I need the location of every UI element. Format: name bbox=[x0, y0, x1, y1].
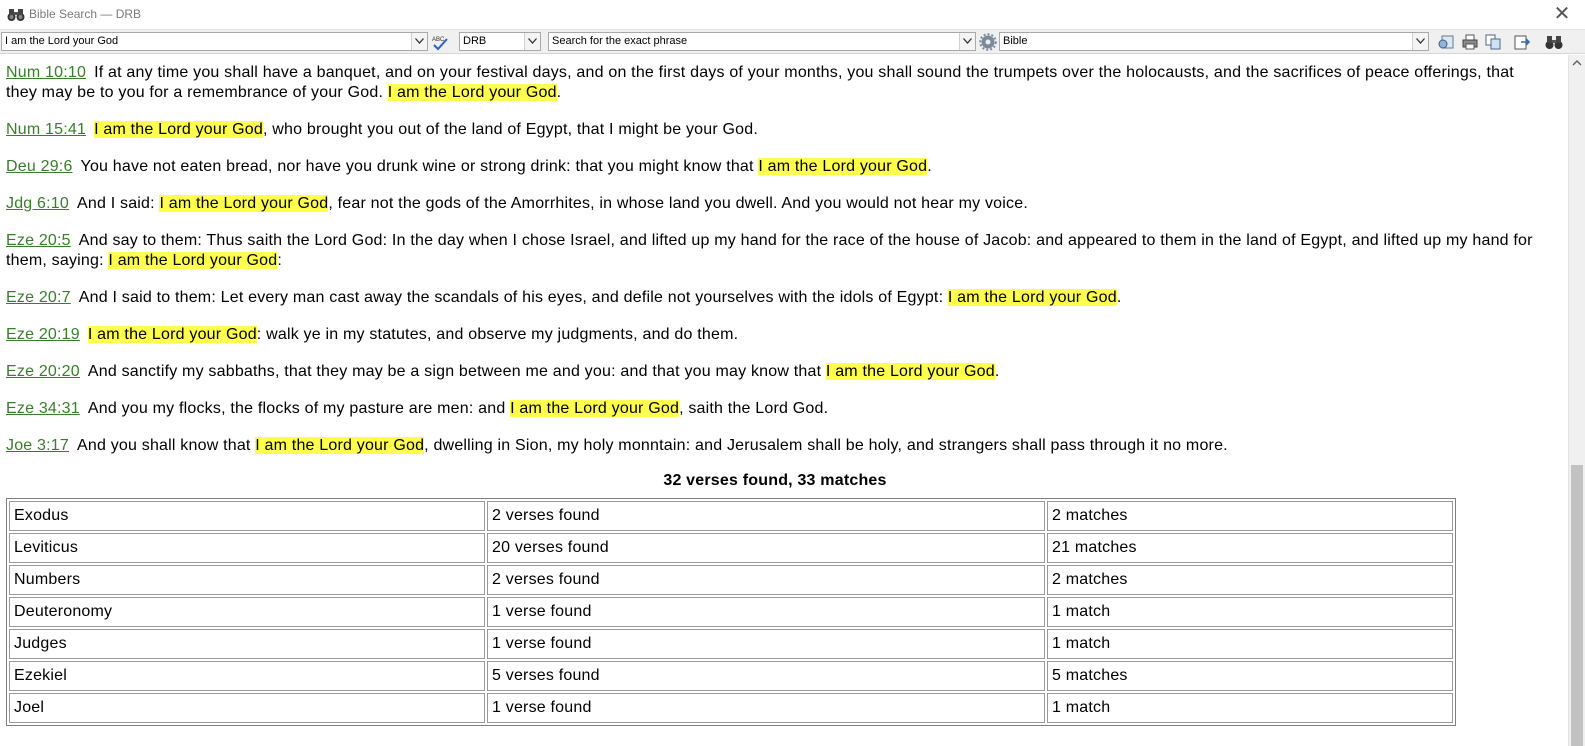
binoculars-icon[interactable] bbox=[1545, 33, 1563, 51]
search-phrase-value: I am the Lord your God bbox=[5, 35, 119, 47]
chevron-down-icon bbox=[963, 38, 972, 44]
verses-found-cell: 5 verses found bbox=[487, 661, 1045, 691]
verse-reference-link[interactable]: Deu 29:6 bbox=[6, 158, 73, 175]
table-row bbox=[9, 533, 1453, 563]
version-combo[interactable] bbox=[459, 32, 541, 51]
verse-reference-link[interactable]: Eze 20:7 bbox=[6, 289, 71, 306]
verse-text: And I said to them: Let every man cast away the scandals of his eyes, and defile not yourselves with the idols of Egypt: bbox=[78, 289, 948, 306]
book-cell: Joel bbox=[9, 693, 485, 723]
table-row bbox=[9, 693, 1453, 723]
version-value: DRB bbox=[463, 35, 487, 47]
verse-text: , who brought you out of the land of Egypt, that I might be your God. bbox=[263, 121, 759, 138]
version-dropdown-button[interactable] bbox=[524, 33, 540, 50]
verses-found-cell: 1 verse found bbox=[487, 629, 1045, 659]
search-mode-combo[interactable] bbox=[548, 32, 976, 51]
verse-reference-link[interactable]: Num 15:41 bbox=[6, 121, 87, 138]
toolbar bbox=[0, 30, 1585, 54]
search-results-icon[interactable] bbox=[1437, 33, 1455, 51]
verse-item bbox=[6, 325, 1544, 345]
verse-match-highlight: I am the Lord your God bbox=[94, 121, 264, 138]
matches-cell: 1 match bbox=[1047, 693, 1453, 723]
table-row bbox=[9, 661, 1453, 691]
verse-text: . bbox=[994, 363, 1000, 380]
vertical-scrollbar[interactable] bbox=[1568, 55, 1585, 746]
verse-reference-link[interactable]: Eze 34:31 bbox=[6, 400, 80, 417]
matches-cell: 2 matches bbox=[1047, 565, 1453, 595]
verse-text: . bbox=[556, 84, 562, 101]
table-row bbox=[9, 501, 1453, 531]
search-phrase-dropdown-button[interactable] bbox=[411, 33, 427, 50]
book-cell: Judges bbox=[9, 629, 485, 659]
verse-match-highlight: I am the Lord your God bbox=[159, 195, 329, 212]
matches-cell: 1 match bbox=[1047, 597, 1453, 627]
verse-item bbox=[6, 231, 1544, 271]
verse-reference-link[interactable]: Num 10:10 bbox=[6, 64, 87, 81]
verse-item bbox=[6, 194, 1544, 214]
matches-cell: 5 matches bbox=[1047, 661, 1453, 691]
verse-text: , saith the Lord God. bbox=[679, 400, 829, 417]
verse-text: . bbox=[1116, 289, 1122, 306]
book-cell: Ezekiel bbox=[9, 661, 485, 691]
verses-found-cell: 1 verse found bbox=[487, 597, 1045, 627]
table-row bbox=[9, 597, 1453, 627]
verse-match-highlight: I am the Lord your God bbox=[510, 400, 680, 417]
verse-item bbox=[6, 120, 1544, 140]
verse-text: , dwelling in Sion, my holy monntain: and Jerusalem shall be holy, and strangers shall pass through it no more. bbox=[424, 437, 1228, 454]
verse-reference-link[interactable]: Eze 20:20 bbox=[6, 363, 80, 380]
verse-item bbox=[6, 362, 1544, 382]
verse-match-highlight: I am the Lord your God bbox=[255, 437, 425, 454]
verse-text: And you my flocks, the flocks of my pasture are men: and bbox=[87, 400, 511, 417]
verse-match-highlight: I am the Lord your God bbox=[87, 326, 257, 343]
results-summary: 32 verses found, 33 matches bbox=[663, 472, 887, 489]
verse-match-highlight: I am the Lord your God bbox=[758, 158, 928, 175]
search-phrase-combo[interactable] bbox=[1, 32, 428, 51]
book-cell: Exodus bbox=[9, 501, 485, 531]
book-cell: Leviticus bbox=[9, 533, 485, 563]
verse-item bbox=[6, 436, 1544, 456]
export-icon[interactable] bbox=[1513, 33, 1531, 51]
verse-text: And say to them: Thus saith the Lord God: In the day when I chose Israel, and lifted up my hand for the race of the house of Jacob: and appeared to them in the land of Egypt, and lifted up my hand for them, saying: bbox=[6, 232, 1533, 269]
svg-text:ABC: ABC bbox=[432, 37, 445, 43]
window-title: Bible Search — DRB bbox=[29, 7, 142, 21]
scroll-up-arrow-icon[interactable] bbox=[1569, 55, 1585, 72]
chevron-down-icon bbox=[1416, 38, 1425, 44]
matches-cell: 1 match bbox=[1047, 629, 1453, 659]
table-row bbox=[9, 629, 1453, 659]
binoculars-icon bbox=[7, 8, 25, 22]
results-table bbox=[6, 498, 1456, 726]
chevron-down-icon bbox=[528, 38, 537, 44]
spellcheck-icon[interactable] bbox=[431, 33, 449, 51]
matches-cell: 21 matches bbox=[1047, 533, 1453, 563]
scope-value: Bible bbox=[1003, 35, 1028, 47]
verses-found-cell: 2 verses found bbox=[487, 501, 1045, 531]
verse-text: If at any time you shall have a banquet, and on your festival days, and on the first days of your months, you shall sound the trumpets over the holocausts, and the sacrifices of peace offerings, that they may be to you for a remembrance of your God. bbox=[6, 64, 1514, 101]
close-button[interactable]: ✕ bbox=[1553, 3, 1571, 25]
verse-match-highlight: I am the Lord your God bbox=[825, 363, 995, 380]
verse-item bbox=[6, 399, 1544, 419]
search-mode-dropdown-button[interactable] bbox=[959, 33, 975, 50]
matches-cell: 2 matches bbox=[1047, 501, 1453, 531]
verse-text: And you shall know that bbox=[76, 437, 256, 454]
gear-icon[interactable] bbox=[979, 33, 997, 51]
verse-reference-link[interactable]: Eze 20:19 bbox=[6, 326, 80, 343]
chevron-down-icon bbox=[415, 38, 424, 44]
table-row bbox=[9, 565, 1453, 595]
search-mode-value: Search for the exact phrase bbox=[552, 35, 688, 47]
verse-match-highlight: I am the Lord your God bbox=[387, 84, 557, 101]
verse-reference-link[interactable]: Eze 20:5 bbox=[6, 232, 71, 249]
verse-match-highlight: I am the Lord your God bbox=[108, 252, 278, 269]
verse-text: And I said: bbox=[76, 195, 160, 212]
verses-found-cell: 2 verses found bbox=[487, 565, 1045, 595]
scope-combo[interactable] bbox=[999, 32, 1429, 51]
verse-reference-link[interactable]: Jdg 6:10 bbox=[6, 195, 69, 212]
scope-dropdown-button[interactable] bbox=[1412, 33, 1428, 50]
verse-match-highlight: I am the Lord your God bbox=[947, 289, 1117, 306]
verse-reference-link[interactable]: Joe 3:17 bbox=[6, 437, 69, 454]
printer-icon[interactable] bbox=[1461, 33, 1479, 51]
scrollbar-thumb[interactable] bbox=[1571, 465, 1583, 746]
verse-text: : bbox=[277, 252, 282, 269]
verse-item bbox=[6, 63, 1544, 103]
verse-text: And sanctify my sabbaths, that they may be a sign between me and you: and that you may know that bbox=[87, 363, 826, 380]
copy-icon[interactable] bbox=[1484, 33, 1502, 51]
book-cell: Deuteronomy bbox=[9, 597, 485, 627]
verse-item bbox=[6, 288, 1544, 308]
verse-item bbox=[6, 157, 1544, 177]
verse-text: : walk ye in my statutes, and observe my judgments, and do them. bbox=[256, 326, 739, 343]
verses-found-cell: 20 verses found bbox=[487, 533, 1045, 563]
verse-text: , fear not the gods of the Amorrhites, in whose land you dwell. And you would not hear my voice. bbox=[328, 195, 1028, 212]
results-pane bbox=[0, 55, 1568, 746]
book-cell: Numbers bbox=[9, 565, 485, 595]
verse-text: . bbox=[927, 158, 932, 175]
verses-found-cell: 1 verse found bbox=[487, 693, 1045, 723]
title-bar bbox=[0, 0, 1585, 30]
verse-text: You have not eaten bread, nor have you drunk wine or strong drink: that you might know that bbox=[80, 158, 759, 175]
